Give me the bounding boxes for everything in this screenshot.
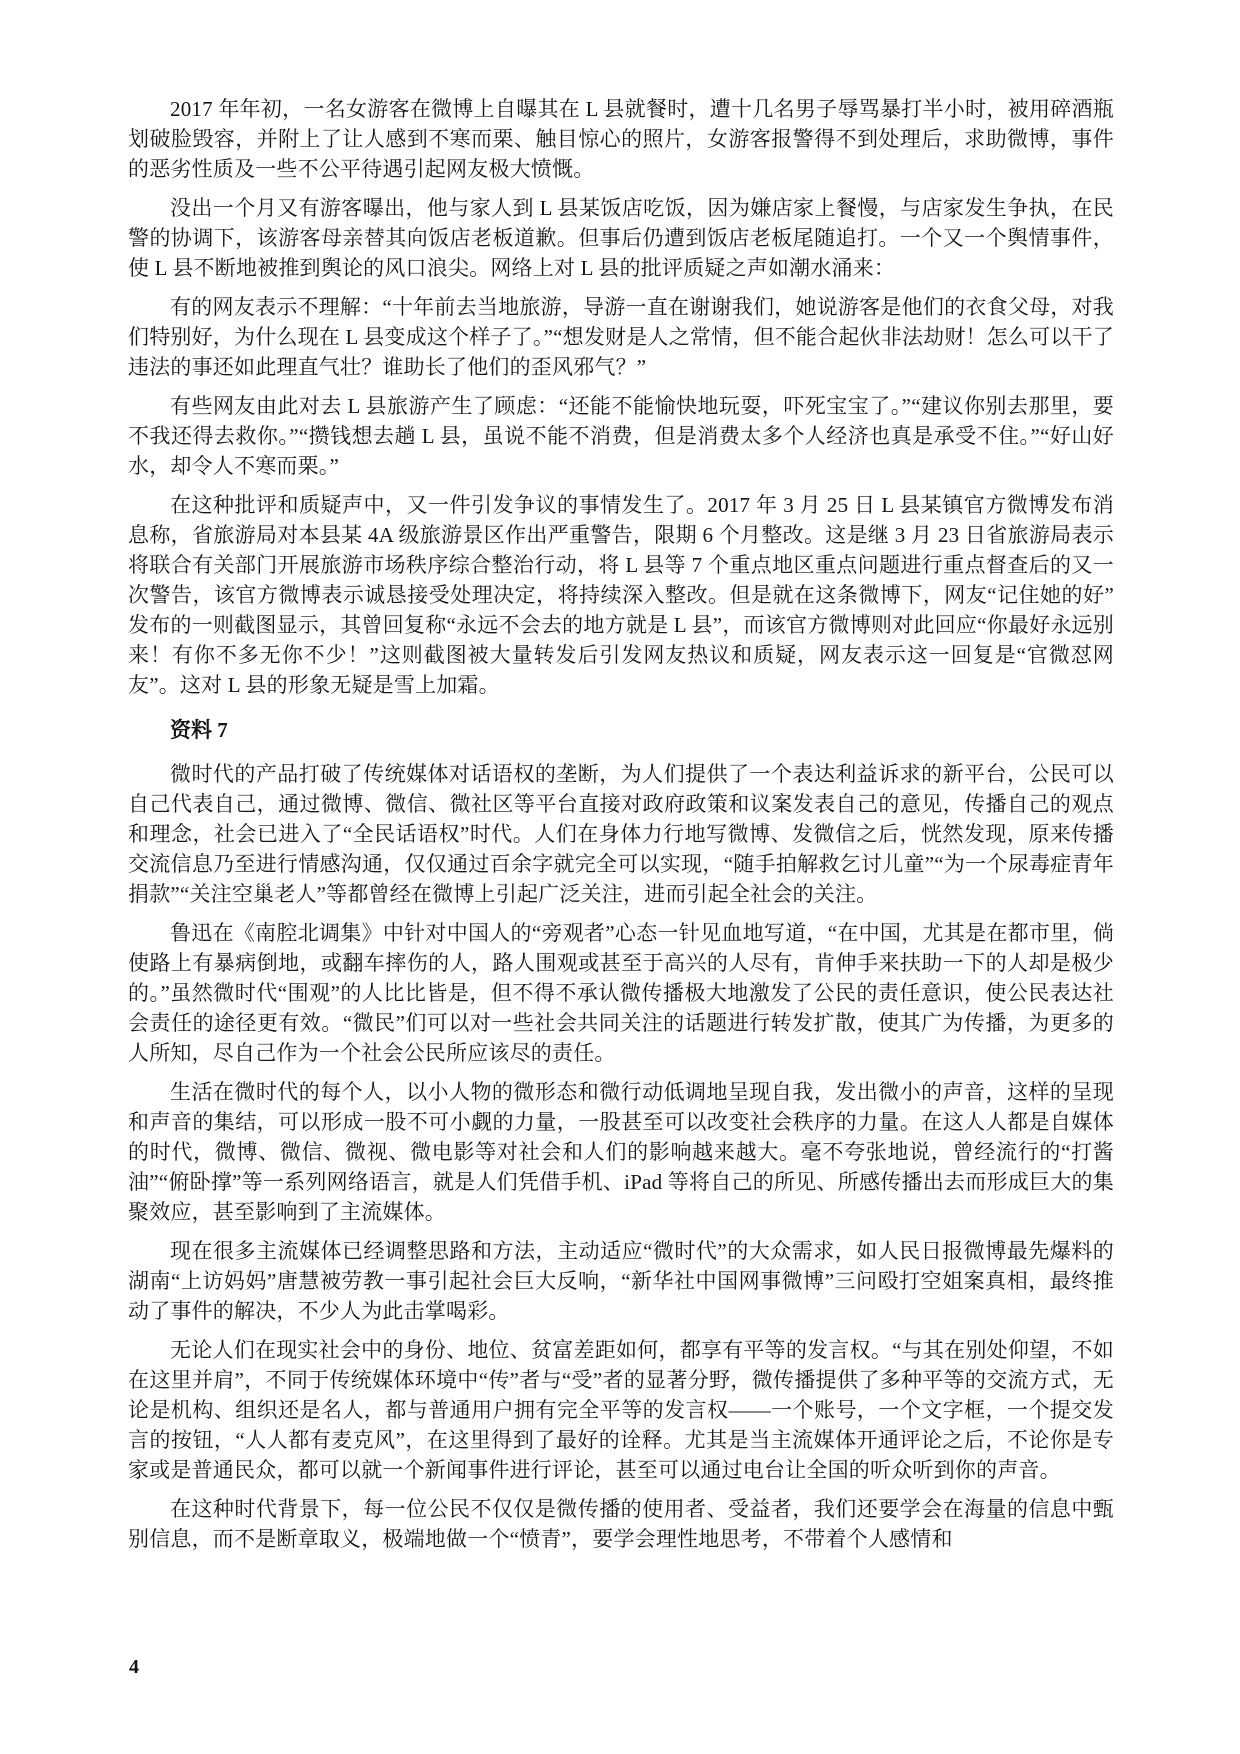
paragraph: 有些网友由此对去 L 县旅游产生了顾虑：“还能不能愉快地玩耍，吓死宝宝了。”“建议你别去那里，要不我还得去救你。”“攒钱想去趟 L 县，虽说不能不消费，但是消费太多个人经济也真是承受不住。”“好山好水，却令人不寒而栗。” <box>128 394 1114 478</box>
paragraph: 微时代的产品打破了传统媒体对话语权的垄断，为人们提供了一个表达利益诉求的新平台，公民可以自己代表自己，通过微博、微信、微社区等平台直接对政府政策和议案发表自己的意见，传播自己的观点和理念，社会已进入了“全民话语权”时代。人们在身体力行地写微博、发微信之后，恍然发现，原来传播交流信息乃至进行情感沟通，仅仅通过百余字就完全可以实现，“随手拍解救乞讨儿童”“为一个尿毒症青年捐款”“关注空巢老人”等都曾经在微博上引起广泛关注，进而引起全社会的关注。 <box>128 762 1114 906</box>
paragraph: 现在很多主流媒体已经调整思路和方法，主动适应“微时代”的大众需求，如人民日报微博最先爆料的湖南“上访妈妈”唐慧被劳教一事引起社会巨大反响，“新华社中国网事微博”三问殴打空姐案真相，最终推动了事件的解决，不少人为此击掌喝彩。 <box>128 1239 1114 1323</box>
paragraph: 2017 年年初，一名女游客在微博上自曝其在 L 县就餐时，遭十几名男子辱骂暴打半小时，被用碎酒瓶划破脸毁容，并附上了让人感到不寒而栗、触目惊心的照片，女游客报警得不到处理后，求助微博，事件的恶劣性质及一些不公平待遇引起网友极大愤慨。 <box>128 97 1114 181</box>
page-number: 4 <box>129 1656 139 1678</box>
paragraph: 在这种批评和质疑声中，又一件引发争议的事情发生了。2017 年 3 月 25 日 L 县某镇官方微博发布消息称，省旅游局对本县某 4A 级旅游景区作出严重警告，限期 6 个月整改。这是继 3 月 23 日省旅游局表示将联合有关部门开展旅游市场秩序综合整治行动，将 L 县等 7 个重点地区重点问题进行重点督查后的又一次警告，该官方微博表示诚恳接受处理决定，将持续深入整改。但是就在这条微博下，网友“记住她的好”发布的一则截图显示，其曾回复称“永远不会去的地方就是 L 县”，而该官方微博则对此回应“你最好永远别来！有你不多无你不少！”这则截图被大量转发后引发网友热议和质疑，网友表示这一回复是“官微怼网友”。这对 L 县的形象无疑是雪上加霜。 <box>128 493 1114 697</box>
paragraph: 没出一个月又有游客曝出，他与家人到 L 县某饭店吃饭，因为嫌店家上餐慢，与店家发生争执，在民警的协调下，该游客母亲替其向饭店老板道歉。但事后仍遭到饭店老板尾随追打。一个又一个舆情事件，使 L 县不断地被推到舆论的风口浪尖。网络上对 L 县的批评质疑之声如潮水涌来： <box>128 196 1114 280</box>
section-heading: 资料 7 <box>170 718 228 742</box>
paragraph: 无论人们在现实社会中的身份、地位、贫富差距如何，都享有平等的发言权。“与其在别处仰望，不如在这里并肩”，不同于传统媒体环境中“传”者与“受”者的显著分野，微传播提供了多种平等的交流方式，无论是机构、组织还是名人，都与普通用户拥有完全平等的发言权——一个账号，一个文字框，一个提交发言的按钮，“人人都有麦克风”，在这里得到了最好的诠释。尤其是当主流媒体开通评论之后，不论你是专家或是普通民众，都可以就一个新闻事件进行评论，甚至可以通过电台让全国的听众听到你的声音。 <box>128 1338 1114 1482</box>
paragraph: 鲁迅在《南腔北调集》中针对中国人的“旁观者”心态一针见血地写道，“在中国，尤其是在都市里，倘使路上有暴病倒地，或翻车摔伤的人，路人围观或甚至于高兴的人尽有，肯伸手来扶助一下的人却是极少的。”虽然微时代“围观”的人比比皆是，但不得不承认微传播极大地激发了公民的责任意识，使公民表达社会责任的途径更有效。“微民”们可以对一些社会共同关注的话题进行转发扩散，使其广为传播，为更多的人所知，尽自己作为一个社会公民所应该尽的责任。 <box>128 921 1114 1065</box>
paragraph: 生活在微时代的每个人，以小人物的微形态和微行动低调地呈现自我，发出微小的声音，这样的呈现和声音的集结，可以形成一股不可小觑的力量，一股甚至可以改变社会秩序的力量。在这人人都是自媒体的时代，微博、微信、微视、微电影等对社会和人们的影响越来越大。毫不夸张地说，曾经流行的“打酱油”“俯卧撑”等一系列网络语言，就是人们凭借手机、iPad 等将自己的所见、所感传播出去而形成巨大的集聚效应，甚至影响到了主流媒体。 <box>128 1080 1114 1224</box>
paragraph: 有的网友表示不理解：“十年前去当地旅游，导游一直在谢谢我们，她说游客是他们的衣食父母，对我们特别好，为什么现在 L 县变成这个样子了。”“想发财是人之常情，但不能合起伙非法劫财！怎么可以干了违法的事还如此理直气壮？谁助长了他们的歪风邪气？” <box>128 295 1114 379</box>
document-body <box>128 94 1114 1563</box>
paragraph: 在这种时代背景下，每一位公民不仅仅是微传播的使用者、受益者，我们还要学会在海量的信息中甄别信息，而不是断章取义，极端地做一个“愤青”，要学会理性地思考，不带着个人感情和 <box>128 1497 1114 1551</box>
